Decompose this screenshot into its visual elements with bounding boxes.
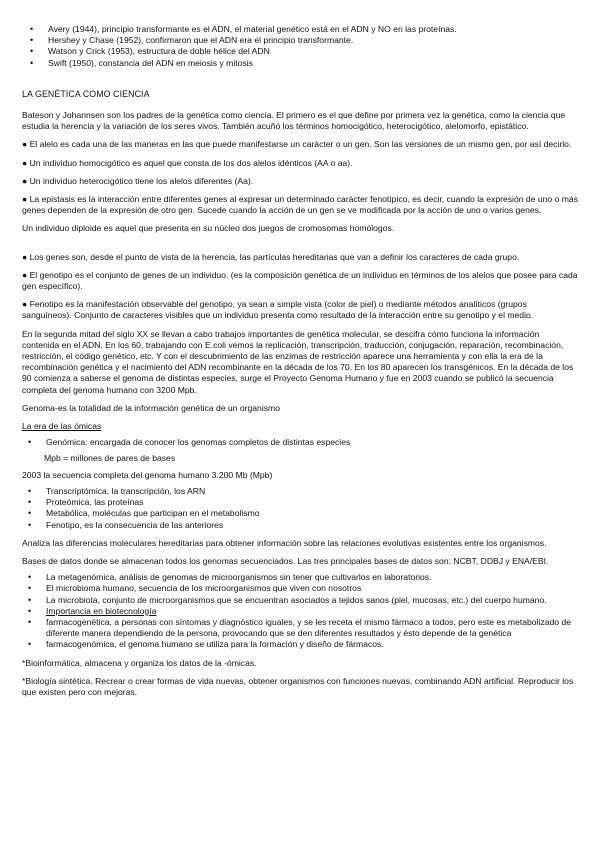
paragraph-genes: ● Los genes son, desde el punto de vista de la herencia, las partículas hereditarias que van a definir los caracteres de cada grupo. [22, 251, 520, 262]
list-item: • Avery (1944), principio transformante es el ADN, el material genético está en el ADN y NO en las proteínas. [24, 24, 578, 35]
omicas-list [22, 486, 578, 531]
list-item [22, 606, 578, 617]
paragraph-genoma: Genoma-es la totalidad de la información genética de un organismo [22, 402, 280, 413]
list-item: • Metabólica, moléculas que participan en el metabolismo [22, 508, 578, 519]
paragraph-alelo: ● El alelo es cada una de las maneras en las que puede manifestarse un carácter o un gen. Son las versiones de un mismo gen, por así decirlo. [22, 139, 572, 150]
paragraph-analiza: Analiza las diferencias moleculares hereditarias para obtener información sobre las relaciones evolutivas existentes entre los organismos. [22, 537, 547, 548]
list-item: • El microbioma humano, secuencia de los microorganismos que viven con nosotros [22, 583, 578, 594]
paragraph-genotipo: ● El genotipo es el conjunto de genes de un individuo. (es la composición genética de un individuo en términos de los alelos que posee para cada gen específico). [22, 269, 578, 292]
list-item: • Transcriptómica, la transcripción, los ARN [22, 486, 578, 497]
genomica-list [22, 437, 578, 448]
paragraph-bases-datos: Bases de datos donde se almacenan todos los genomas secuenciados. Las tres principales bases de datos son: NCBT, DDBJ y ENA/EBI. [22, 555, 549, 566]
paragraph-siglo-xx: En la segunda mitad del siglo XX se llevan a cabo trabajos importantes de genética molecular, se descifra cómo funciona la información contenida en el ADN. En los 60, trabajando con E.coli vemos la replicación, transcripción, traducción, conjugación, reparación, recombinación, restricción, el código genético, etc. Y con el descubrimiento de las enzimas de restricción aparece una herramienta y con ella la era de la recombinación genética y el nacimiento del ADN recombinante en la década de los 70. En los 80 aparecen los transgénicos. En la década de los 90 comienza a saberse el genoma de distintas especies, surge el Proyecto Genoma Humano y fue en 2003 cuando se publicó la secuencia completa del genoma humano con 3200 Mpb. [22, 328, 574, 395]
list-item: • farmacogenética, a personas con síntomas y diagnóstico iguales, y se les receta el mismo fármaco a todos, pero este es metabolizado de diferente manera dependiendo de la persona, provocando que se den diferentes resultados y ésto depende de la genética [22, 617, 578, 639]
paragraph-bateson: Bateson y Johannsen son los padres de la genética como ciencia. El primero es el que define por primera vez la genética, como la ciencia que estudia la herencia y la variación de los seres vivos. También acuñó los términos homocigótico, heterocigótico, alelomorfo, epistático. [22, 110, 566, 132]
paragraph-diploide: Un individuo diploide es aquel que presenta en su núcleo dos juegos de cromosomas homólogos. [22, 223, 395, 234]
paragraph-2003: 2003 la secuencia completa del genoma humano 3.200 Mb (Mpb) [22, 469, 273, 480]
paragraph-bioinformatica: *Bioinformática, almacena y organiza los datos de la -ómicas. [22, 657, 257, 668]
list-item: • Hershey y Chase (1952), confirmaron que el ADN era el principio transformante. [24, 35, 578, 46]
omicas-title: La era de las ómicas [22, 421, 102, 432]
list-item: • farmacogenómica, el genoma humano se utiliza para la formación y diseño de fármacos. [22, 639, 578, 650]
intro-list [24, 24, 578, 69]
list-item: • Watson y Crick (1953), estructura de doble hélice del ADN [24, 46, 578, 57]
biotec-title: Importancia en biotecnología [46, 605, 157, 616]
list-item: • La microbiota, conjunto de microorganismos que se encuentran asociados a tejidos sanos (piel, mucosas, etc.) del cuerpo humano. [22, 595, 578, 606]
list-item: • La metagenómica, análisis de genomas de microorganismos sin tener que cultivarlos en laboratorios. [22, 572, 578, 583]
paragraph-epistasis: ● La epistasis es la interacción entre diferentes genes al expresar un determinado carácter fenotípico, es decir, cuando la expresión de uno o más genes dependen de la expresión de otro gen. Sucede cuando la acción de un gen se ve modificada por la acción de uno o varios genes. [22, 194, 578, 216]
paragraph-biologia-sintetica: *Biología sintética. Recrear o crear formas de vida nuevas, obtener organismos con funciones nuevas, combinando ADN artificial. Reproducir los que existen pero con mejoras. [22, 675, 574, 697]
section-title: LA GENÉTICA COMO CIENCIA [22, 88, 150, 99]
list-item: • Swift (1950), constancia del ADN en meiosis y mitosis [24, 58, 578, 69]
paragraph-fenotipo: ● Fenotipo es la manifestación observable del genotipo, ya sean a simple vista (color de piel) o mediante métodos analíticos (grupos sanguíneos). Conjunto de caracteres visibles que un individuo presenta como resultado de la interacción entre su genotipo y el medio. [22, 299, 534, 321]
micro-list [22, 572, 578, 650]
paragraph-homocigotico: ● Un individuo homocigótico es aquel que consta de los dos alelos idénticos (AA o aa). [22, 157, 353, 168]
list-item: • Fenotipo, es la consecuencia de las anteriores [22, 520, 578, 531]
list-item: • Genómica: encargada de conocer los genomas completos de distintas especies [22, 437, 578, 448]
mpb-note: Mpb = millones de pares de bases [44, 453, 176, 464]
paragraph-heterocigotico: ● Un individuo heterocigótico tiene los alelos diferentes (Aa). [22, 175, 254, 186]
list-item: • Proteómica, las proteínas [22, 497, 578, 508]
